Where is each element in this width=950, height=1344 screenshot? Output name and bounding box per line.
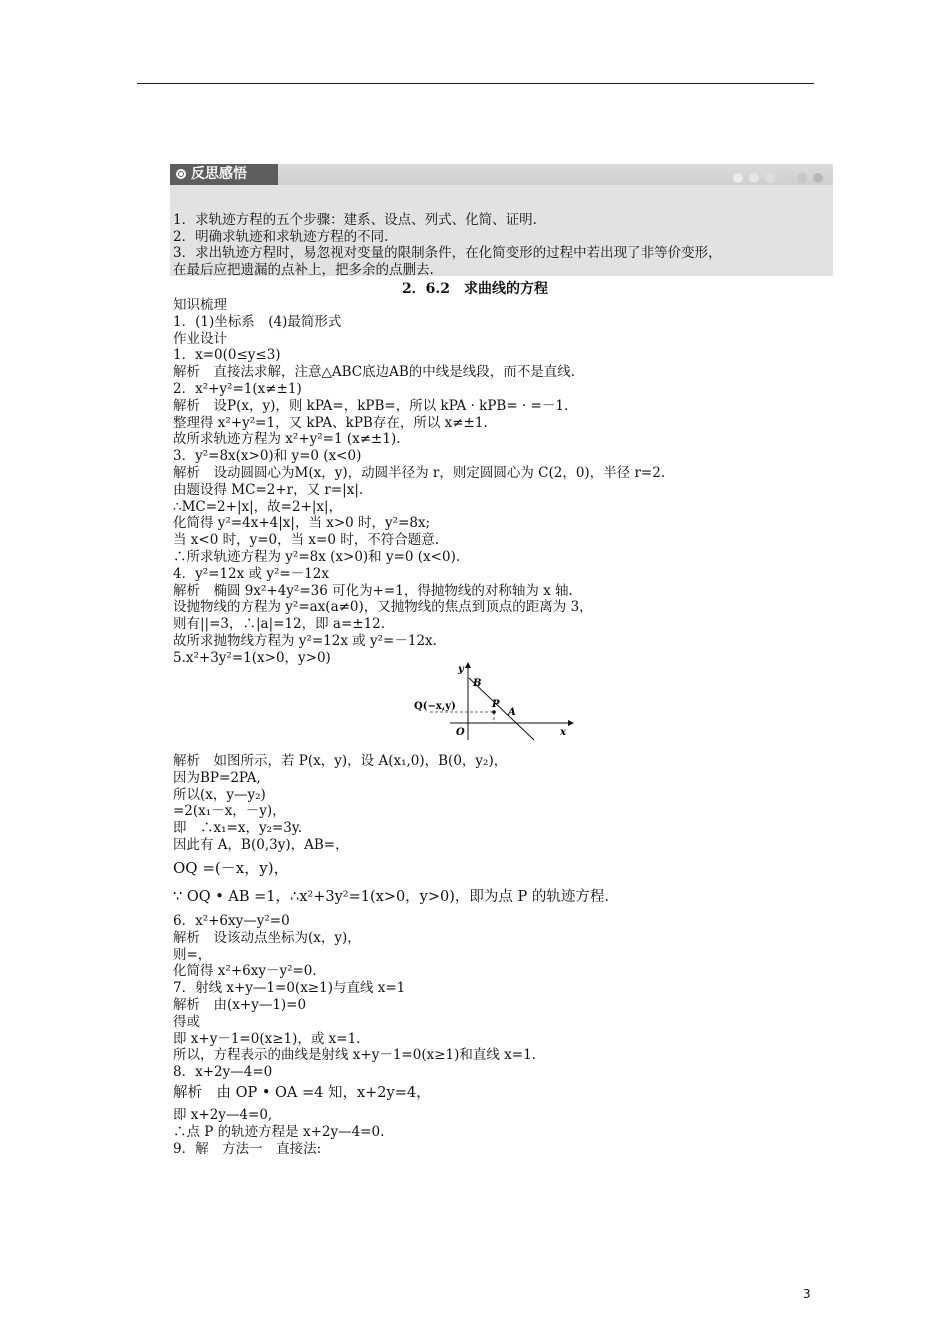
text-line: 解析 如图所示，若 P(x，y)，设 A(x₁,0)，B(0，y₂)，: [173, 753, 508, 769]
dot-icon: [813, 173, 823, 183]
text-line: 即 x+2y—4=0,: [173, 1107, 273, 1123]
text-line: 得或: [173, 1013, 200, 1030]
text-line: 故所求抛物线方程为 y²=12x 或 y²=－12x.: [173, 633, 437, 649]
text-line: 因此有 A，B(0,3y)，AB=，: [173, 837, 349, 853]
text-line: 4．y²=12x 或 y²=－12x: [173, 565, 329, 582]
text-line: 1．求轨迹方程的五个步骤：建系、设点、列式、化简、证明.: [173, 212, 537, 228]
dot-icon: [765, 173, 775, 183]
text-line: 化简得 y²=4x+4|x|，当 x>0 时，y²=8x;: [173, 515, 431, 532]
text-line: 8．x+2y—4=0: [173, 1064, 273, 1081]
text-line: 3．y²=8x(x>0)和 y=0 (x<0): [173, 448, 362, 465]
page-number: 3: [803, 1287, 811, 1301]
text-line: 解析 由(x+y—1)=0: [173, 997, 307, 1013]
text-line: ∴所求轨迹方程为 y²=8x (x>0)和 y=0 (x<0).: [173, 549, 461, 565]
label-o: O: [456, 727, 465, 738]
reflection-banner: [170, 164, 833, 210]
text-line: 7．射线 x+y—1=0(x≥1)与直线 x=1: [173, 980, 406, 997]
dot-icon: [781, 173, 791, 183]
text-line: 则有||=3，∴|a|=12，即 a=±12.: [173, 616, 386, 633]
label-x: x: [560, 727, 566, 738]
text-line: 所以(x，y—y₂): [173, 786, 266, 803]
text-line: 整理得 x²+y²=1，又 kPA、kPB存在，所以 x≠±1.: [173, 414, 488, 431]
text-line: 即 ∴x₁=x，y₂=3y.: [173, 820, 303, 837]
text-line: 1．x=0(0≤y≤3): [173, 347, 281, 364]
coordinate-figure: [410, 660, 575, 742]
text-line: 作业设计: [173, 330, 227, 347]
text-line: 2．x²+y²=1(x≠±1): [173, 381, 302, 397]
text-line: 当 x<0 时，y=0，当 x=0 时，不符合题意.: [173, 532, 440, 549]
text-line: 解析 椭圆 9x²+4y²=36 可化为+=1，得抛物线的对称轴为 x 轴.: [173, 582, 573, 599]
vector-line-dot: ∵ OQ • AB =1，∴x²+3y²=1(x>0，y>0)，即为点 P 的轨迹方程.: [173, 889, 609, 905]
label-a: A: [508, 707, 516, 718]
point-p: [492, 710, 496, 714]
text-line: 则=，: [173, 946, 212, 963]
decorative-dots: [727, 168, 823, 187]
vector-line-oq: OQ =(－x，y)，: [173, 859, 289, 877]
text-line: 2．明确求轨迹和求轨迹方程的不同.: [173, 228, 389, 245]
banner-tag-label: 反思感悟: [191, 166, 247, 182]
text-line: 在最后应把遗漏的点补上，把多余的点删去.: [173, 261, 434, 278]
text-line: 所以，方程表示的曲线是射线 x+y－1=0(x≥1)和直线 x=1.: [173, 1047, 536, 1064]
section-title: 2．6.2 求曲线的方程: [401, 281, 549, 297]
dot-icon: [797, 173, 807, 183]
text-line: ∴MC=2+|x|，故=2+|x|，: [173, 498, 343, 515]
vector-line-op: 解析 由 OP • OA =4 知，x+2y=4，: [173, 1085, 431, 1101]
text-line: 知识梳理: [173, 297, 227, 313]
text-line: 由题设得 MC=2+r，又 r=|x|.: [173, 481, 364, 498]
label-q: Q(−x,y): [414, 701, 456, 712]
dot-icon: [749, 173, 759, 183]
text-line: 化简得 x²+6xy－y²=0.: [173, 963, 317, 980]
header-rule: [137, 83, 814, 84]
text-line: 5.x²+3y²=1(x>0，y>0): [173, 649, 331, 666]
dot-icon: [733, 173, 743, 183]
text-line: 解析 设动圆圆心为M(x，y)，动圆半径为 r，则定圆圆心为 C(2，0)，半径 r=2.: [173, 465, 666, 481]
y-axis-arrow: [465, 662, 471, 668]
text-line: 因为BP=2PA,: [173, 769, 261, 786]
text-line: 即 x+y－1=0(x≥1)，或 x=1.: [173, 1030, 361, 1047]
text-line: 设抛物线的方程为 y²=ax(a≠0)，又抛物线的焦点到顶点的距离为 3，: [173, 599, 593, 616]
target-icon: [176, 169, 186, 179]
banner-tag: [170, 164, 278, 185]
text-line: 解析 设该动点坐标为(x，y)，: [173, 929, 361, 946]
text-line: 解析 设P(x，y)，则 kPA=，kPB=，所以 kPA · kPB= · =－1.: [173, 397, 569, 414]
text-line: 9．解 方法一 直接法:: [173, 1140, 322, 1157]
label-b: B: [473, 678, 482, 689]
label-p: P: [492, 699, 500, 710]
text-line: ∴点 P 的轨迹方程是 x+2y—4=0.: [173, 1123, 385, 1140]
text-line: 6．x²+6xy—y²=0: [173, 913, 290, 929]
label-y: y: [458, 664, 464, 675]
x-axis-arrow: [568, 720, 574, 726]
text-line: 解析 直接法求解，注意△ABC底边AB的中线是线段，而不是直线.: [173, 364, 576, 381]
text-line: =2(x₁－x，－y)，: [173, 803, 286, 820]
text-line: 1．(1)坐标系 (4)最简形式: [173, 313, 342, 330]
text-line: 故所求轨迹方程为 x²+y²=1 (x≠±1).: [173, 431, 401, 448]
text-line: 3．求出轨迹方程时，易忽视对变量的限制条件，在化简变形的过程中若出现了非等价变形，: [173, 245, 722, 261]
